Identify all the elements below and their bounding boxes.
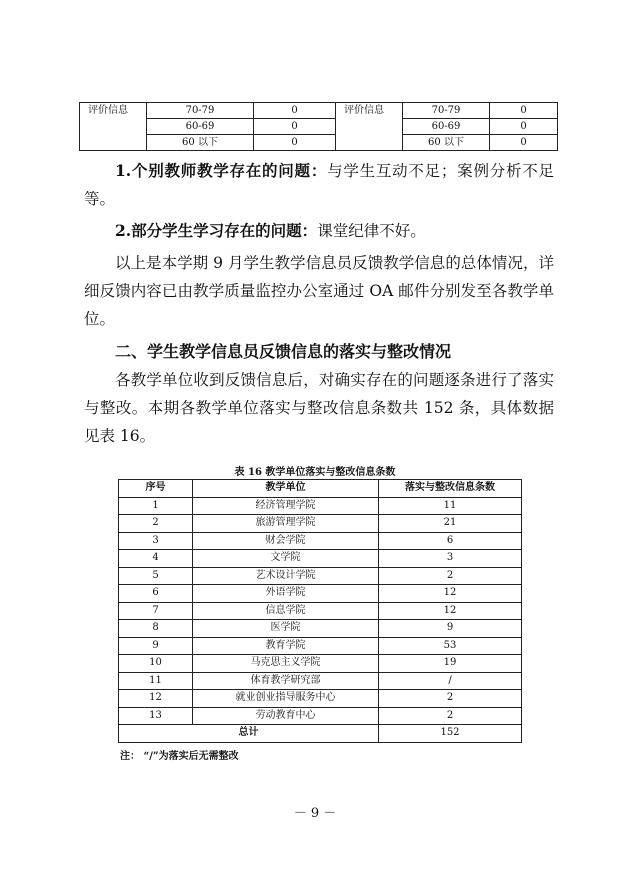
eval-count: 0 [490,135,558,151]
table-header-row [119,480,522,498]
cell-count: 19 [379,655,522,673]
cell-index: 8 [119,620,193,638]
cell-index: 5 [119,567,193,585]
cell-count: 2 [379,567,522,585]
page-number: － 9 － [293,806,337,821]
table-caption: 表 16 教学单位落实与整改信息条数 [234,467,396,478]
cell-unit: 旅游管理学院 [193,515,379,533]
cell-unit: 医学院 [193,620,379,638]
cell-unit: 财会学院 [193,532,379,550]
table-row [119,690,522,708]
eval-range: 60 以下 [147,135,254,151]
cell-unit: 劳动教育中心 [193,707,379,725]
cell-index: 1 [119,497,193,515]
table-total-row [119,725,522,743]
cell-count: 3 [379,550,522,568]
table-row [119,620,522,638]
cell-count: 12 [379,602,522,620]
cell-index: 9 [119,637,193,655]
rectification-table [118,479,522,743]
cell-count: / [379,672,522,690]
cell-count: 9 [379,620,522,638]
table-row [119,602,522,620]
table-row [119,655,522,673]
table-row [119,567,522,585]
student-issues-text: 课堂纪律不好。 [317,222,426,240]
cell-count: 53 [379,637,522,655]
eval-range: 70-79 [147,103,254,119]
eval-count: 0 [490,103,558,119]
cell-index: 11 [119,672,193,690]
rectification-paragraph: 各教学单位收到反馈信息后，对确实存在的问题逐条进行了落实与整改。本期各教学单位落实与整改信息条数共 152 条，具体数据见表 16。 [84,371,554,445]
header-index: 序号 [119,480,193,498]
eval-count: 0 [490,119,558,135]
cell-index: 4 [119,550,193,568]
table-row [119,497,522,515]
cell-index: 10 [119,655,193,673]
cell-index: 3 [119,532,193,550]
eval-count: 0 [254,119,336,135]
table-row [119,515,522,533]
eval-label-right: 评价信息 [336,103,403,151]
cell-count: 21 [379,515,522,533]
eval-range: 60-69 [147,119,254,135]
cell-unit: 马克思主义学院 [193,655,379,673]
cell-unit: 文学院 [193,550,379,568]
teacher-issues-text: 与学生互动不足；案例分析不足等。 [84,162,554,208]
header-unit: 教学单位 [193,480,379,498]
eval-range: 60 以下 [403,135,490,151]
cell-index: 12 [119,690,193,708]
header-count: 落实与整改信息条数 [379,480,522,498]
cell-count: 11 [379,497,522,515]
cell-count: 2 [379,707,522,725]
evaluation-table [79,102,558,151]
table-row [119,637,522,655]
teacher-issues-paragraph [84,157,554,213]
table-row [119,585,522,603]
total-label: 总计 [119,725,379,743]
table-note: 注： “/”为落实后无需整改 [120,751,239,762]
cell-unit: 经济管理学院 [193,497,379,515]
cell-unit: 体育教学研究部 [193,672,379,690]
eval-count: 0 [254,135,336,151]
cell-unit: 就业创业指导服务中心 [193,690,379,708]
total-value: 152 [379,725,522,743]
section-heading: 二、学生教学信息员反馈信息的落实与整改情况 [115,342,452,361]
cell-index: 7 [119,602,193,620]
cell-count: 6 [379,532,522,550]
cell-index: 6 [119,585,193,603]
cell-unit: 教育学院 [193,637,379,655]
teacher-issues-title: 1.个别教师教学存在的问题： [115,161,328,180]
cell-unit: 外语学院 [193,585,379,603]
cell-unit: 艺术设计学院 [193,567,379,585]
eval-count: 0 [254,103,336,119]
cell-count: 2 [379,690,522,708]
eval-range: 70-79 [403,103,490,119]
cell-index: 13 [119,707,193,725]
summary-paragraph: 以上是本学期 9 月学生教学信息员反馈教学信息的总体情况，详细反馈内容已由教学质量监控办公室通过 OA 邮件分别发至各教学单位。 [84,254,554,328]
cell-unit: 信息学院 [193,602,379,620]
eval-label-left: 评价信息 [80,103,147,151]
student-issues-paragraph [84,217,554,245]
table-row [119,672,522,690]
cell-index: 2 [119,515,193,533]
table-row [119,532,522,550]
table-row [119,550,522,568]
cell-count: 12 [379,585,522,603]
eval-range: 60-69 [403,119,490,135]
student-issues-title: 2.部分学生学习存在的问题： [115,221,318,240]
table-row [119,707,522,725]
